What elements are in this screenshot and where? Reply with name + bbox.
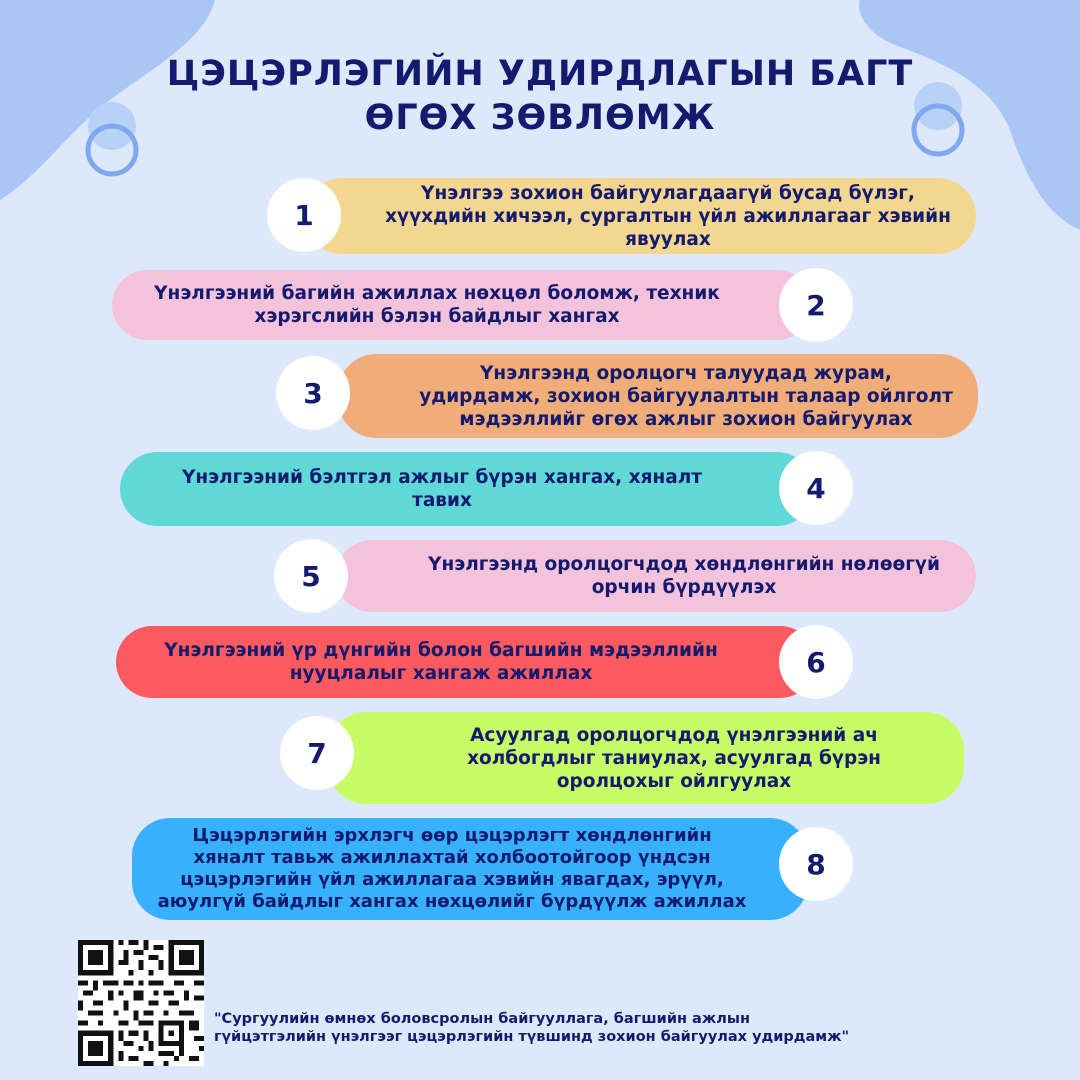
recommendation-3 bbox=[338, 354, 978, 438]
recommendation-1 bbox=[304, 178, 976, 254]
recommendation-1-text: Үнэлгээ зохион байгуулагдаагүй бусад бүлэг, хүүхдийн хичээл, сургалтын үйл ажиллагааг хэвийн явуулах bbox=[385, 182, 951, 250]
recommendation-6 bbox=[116, 626, 816, 698]
recommendation-2 bbox=[112, 270, 812, 340]
recommendation-6-number: 6 bbox=[779, 625, 853, 699]
recommendation-8 bbox=[132, 818, 808, 920]
recommendation-3-text: Үнэлгээнд оролцогч талуудад журам, удирдамж, зохион байгуулалтын талаар ойлголт мэдээллийг өгөх ажлыг зохион байгуулах bbox=[419, 362, 953, 430]
page-title: ЦЭЦЭРЛЭГИЙН УДИРДЛАГЫН БАГТ ӨГӨХ ЗӨВЛӨМЖ bbox=[166, 54, 914, 138]
left-circle-decoration bbox=[82, 100, 146, 184]
recommendation-5 bbox=[336, 540, 976, 612]
qr-code-icon bbox=[78, 940, 204, 1066]
recommendation-6-text: Үнэлгээний үр дүнгийн болон багшийн мэдээллийн нууцлалыг хангаж ажиллах bbox=[164, 640, 718, 684]
recommendation-2-text: Үнэлгээний багийн ажиллах нөхцөл боломж, техник хэрэгслийн бэлэн байдлыг хангах bbox=[154, 283, 720, 327]
recommendation-7 bbox=[328, 712, 964, 804]
recommendation-8-number: 8 bbox=[779, 827, 853, 901]
footer-source-note: "Сургуулийн өмнөх боловсролын байгууллага, багшийн ажлын гүйцэтгэлийн үнэлгээг цэцэрлэгийн түвшинд зохион байгуулах удирдамж" bbox=[214, 1011, 850, 1045]
recommendation-3-number: 3 bbox=[276, 356, 350, 430]
recommendation-2-number: 2 bbox=[779, 268, 853, 342]
recommendation-7-number: 7 bbox=[280, 716, 354, 790]
recommendation-4 bbox=[120, 452, 814, 526]
recommendation-4-text: Үнэлгээний бэлтгэл ажлыг бүрэн хангах, хяналт тавих bbox=[181, 467, 702, 511]
recommendation-5-number: 5 bbox=[274, 539, 348, 613]
recommendation-5-text: Үнэлгээнд оролцогчдод хөндлөнгийн нөлөөгүй орчин бүрдүүлэх bbox=[428, 554, 940, 598]
recommendation-8-text: Цэцэрлэгийн эрхлэгч өөр цэцэрлэгт хөндлөнгийн хяналт тавьж ажиллахтай холбоотойгоор үндсэн цэцэрлэгийн үйл ажиллагаа хэвийн явагдах, эрүүл, аюулгүй байдлыг хангах нөхцөлийг бүрдүүлж ажиллах bbox=[157, 825, 747, 912]
recommendation-1-number: 1 bbox=[267, 178, 341, 252]
recommendation-7-text: Асуулгад оролцогчдод үнэлгээний ач холбогдлыг таниулах, асуулгад бүрэн оролцохыг ойлгуулах bbox=[467, 724, 881, 792]
recommendation-4-number: 4 bbox=[779, 451, 853, 525]
